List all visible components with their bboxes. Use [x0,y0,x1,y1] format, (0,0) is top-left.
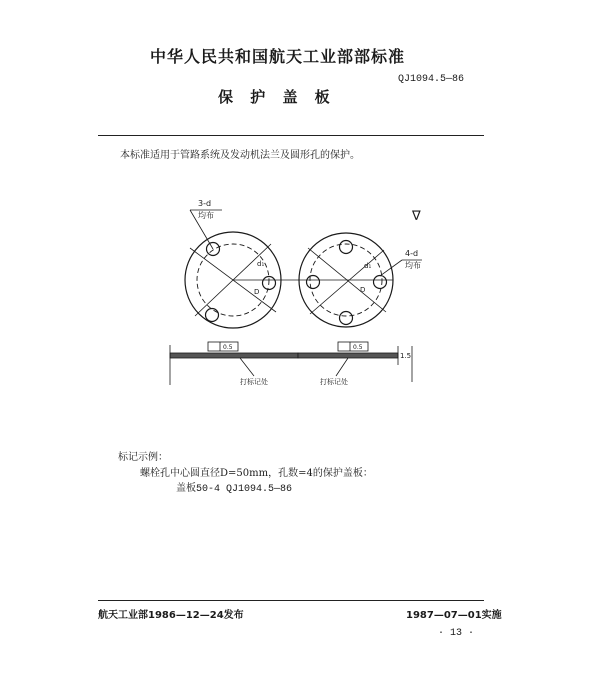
left-section-plate [170,353,298,358]
left-dim-D: D [254,288,260,296]
page-number: · 13 · [438,628,475,639]
right-hole-top [340,241,353,254]
left-dim-d1: d₁ [257,260,265,268]
roughness-symbol: ∇ [412,209,421,224]
right-dim-D: D [360,286,366,294]
right-hole-note: 4-d [405,249,419,258]
left-flatness-value: 0.5 [223,344,233,351]
right-section-plate [298,353,398,358]
left-hole-3 [206,309,219,322]
footer-rule [98,600,484,601]
issuing-organization: 中华人民共和国航天工业部部标准 [150,47,406,66]
left-section-note: 打标记处 [240,378,268,386]
left-plate-view [185,210,283,328]
right-hole-left [307,276,320,289]
right-hole-note-sub: 均布 [405,261,421,270]
marking-example-label: 标记示例： [118,452,168,463]
header-rule [98,135,484,136]
implementation-date: 1987—07—01实施 [406,610,502,621]
right-hole-right [374,276,387,289]
right-hole-leader [380,260,402,276]
document-title: 保 护 盖 板 [218,88,336,106]
right-dim-d1: d₁ [364,262,372,270]
thickness-value: 1.5 [400,352,412,360]
left-hole-note-sub: 均布 [198,211,214,220]
left-hole-note: 3-d [198,199,212,208]
issue-date: 航天工业部1986—12—24发布 [98,610,244,621]
right-flatness-value: 0.5 [353,344,363,351]
scope-statement: 本标准适用于管路系统及发动机法兰及圆形孔的保护。 [120,150,360,161]
right-hole-bottom [340,312,353,325]
marking-example-code: 盖板50-4 QJ1094.5—86 [176,484,293,495]
standard-code: QJ1094.5—86 [398,74,465,85]
left-section-view [170,342,298,385]
marking-example-description: 螺栓孔中心圆直径D=50mm，孔数=4的保护盖板： [140,468,373,479]
right-section-note: 打标记处 [320,378,348,386]
technical-drawing [150,190,450,400]
right-plate-view [299,233,422,327]
